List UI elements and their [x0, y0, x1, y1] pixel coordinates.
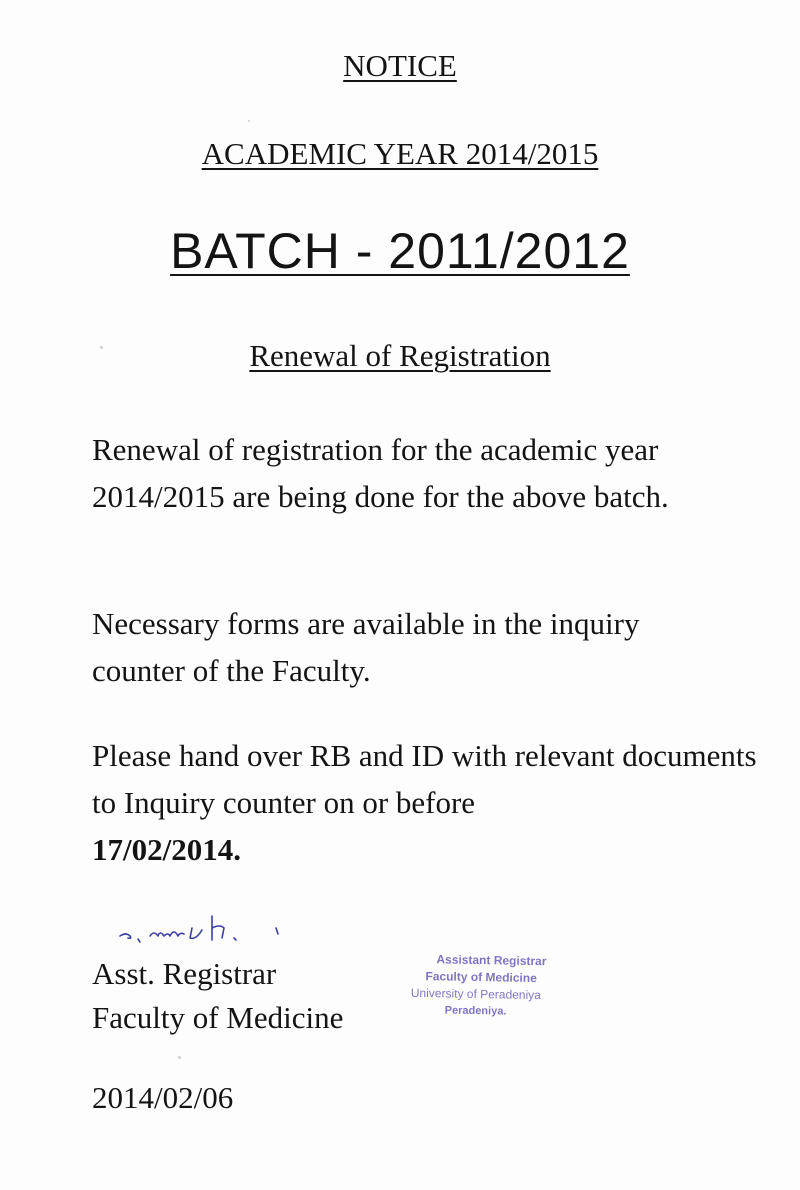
- official-stamp: [375, 950, 576, 1021]
- batch-text: BATCH - 2011/2012: [170, 223, 630, 279]
- subject-text: Renewal of Registration: [249, 338, 551, 373]
- scan-speck: [100, 346, 103, 349]
- scan-speck: [178, 1056, 181, 1059]
- academic-year-text: ACADEMIC YEAR 2014/2015: [201, 136, 599, 171]
- batch-heading: [0, 222, 800, 280]
- scan-speck: [248, 120, 250, 122]
- signatory-title: Asst. Registrar: [92, 956, 277, 991]
- signatory-faculty: Faculty of Medicine: [92, 1000, 344, 1035]
- deadline-date: 17/02/2014.: [92, 832, 241, 867]
- signatory-block: [92, 952, 343, 1040]
- subject-heading: [0, 338, 800, 374]
- stamp-line-2: Faculty of Medicine: [425, 969, 537, 986]
- stamp-line-4: Peradeniya.: [444, 1004, 507, 1018]
- stamp-line-3: University of Peradeniya: [410, 985, 542, 1003]
- notice-heading: [0, 48, 800, 84]
- paragraph-handover: [92, 732, 772, 873]
- paragraph-forms: Necessary forms are available in the inquiry counter of the Faculty.: [92, 606, 640, 688]
- notice-date: 2014/02/06: [92, 1080, 234, 1115]
- academic-year-heading: [0, 136, 800, 172]
- handwritten-signature: [116, 906, 306, 946]
- notice-heading-text: NOTICE: [343, 48, 457, 83]
- handover-text: Please hand over RB and ID with relevant documents to Inquiry counter on or before: [92, 738, 757, 820]
- paragraph-renewal: Renewal of registration for the academic year 2014/2015 are being done for the above batch.: [92, 432, 669, 514]
- stamp-line-1: Assistant Registrar: [436, 952, 547, 969]
